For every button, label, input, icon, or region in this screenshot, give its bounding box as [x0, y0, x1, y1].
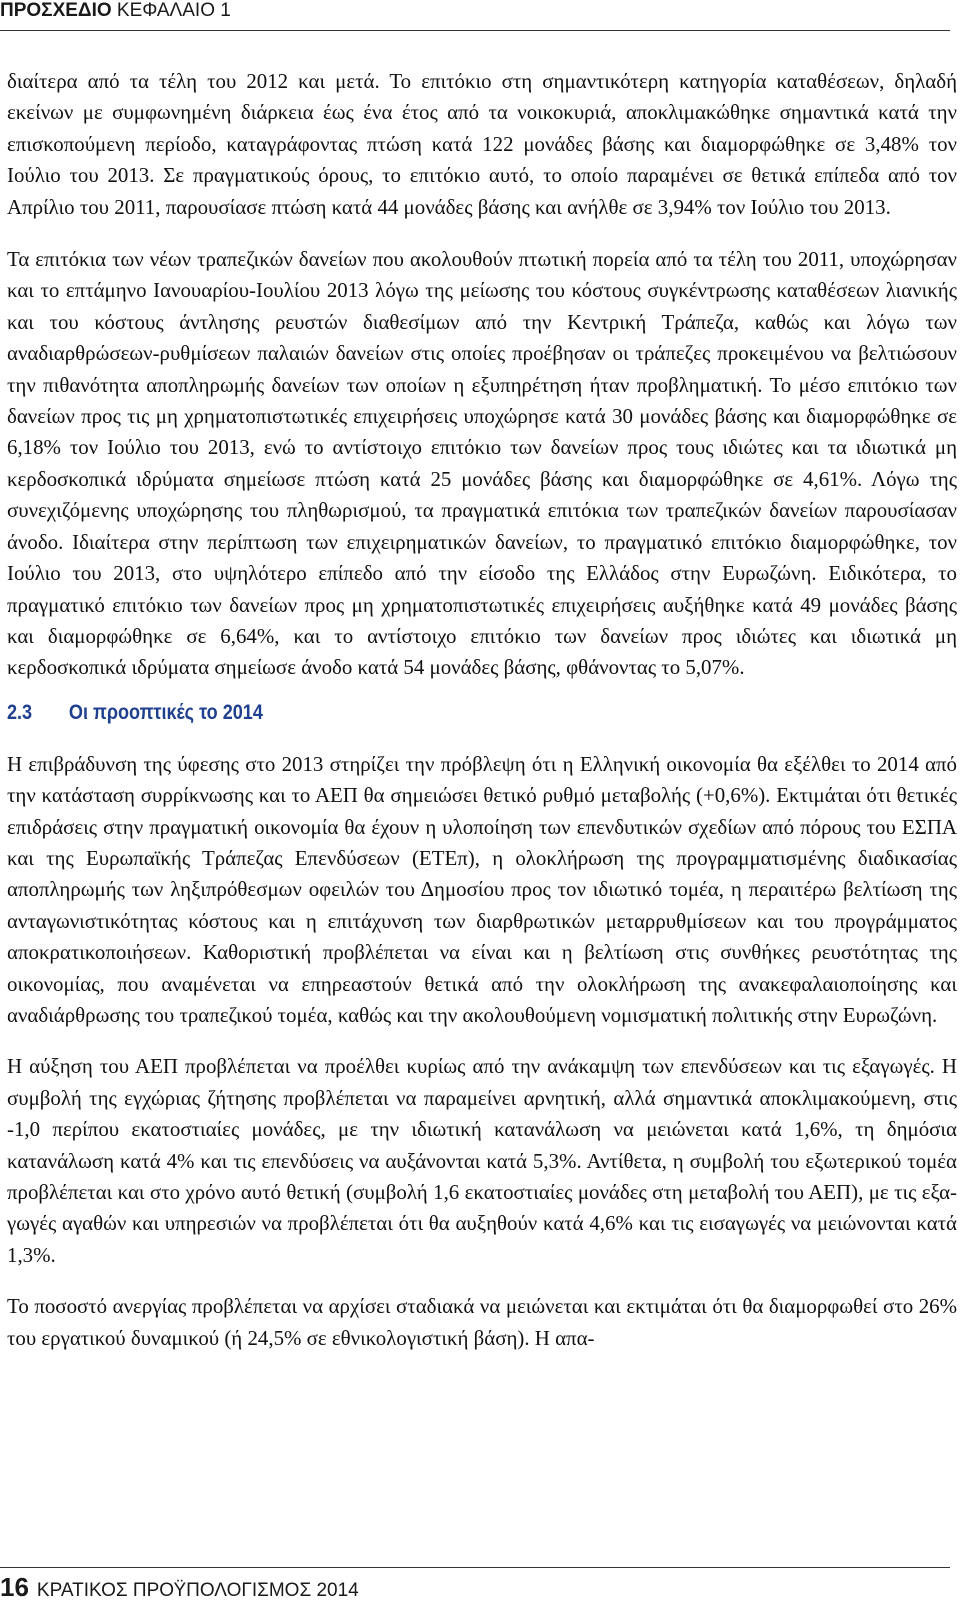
header-divider — [0, 30, 950, 31]
paragraph-gdp-growth: Η αύξηση του ΑΕΠ προβλέπεται να προέλθει κυρίως από την ανάκαμψη των επενδύσεων και τις εξαγωγές. Η συμβολή της εγχώριας ζήτησης προβλέπεται να παραμείνει αρνητική, αλλά σημαντικά αποκλιμακούμενη, στις -1,0 περίπου εκατοστιαίες μονάδες, με την ιδιωτική κατανάλωση να μειώνεται κατά 1,6%, τη δημόσια κατανάλωση κατά 4% και τις επενδύσεις να αυξάνονται κατά 5,3%. Αντίθετα, η συμβολή του εξωτερικού τομέα προβλέπεται και στο χρόνο αυτό θετική (συμβολή 1,6 εκατοστιαίες μονάδες στη μεταβολή του ΑΕΠ), με τις εξαγωγές αγαθών και υπηρεσιών να προβλέπεται ότι θα αυξηθούν κατά 4,6% και τις εισαγωγές να μειώνονται κατά 1,3%. — [7, 1054, 957, 1267]
paragraph-loan-rates: Τα επιτόκια των νέων τραπεζικών δανείων που ακολουθούν πτωτική πορεία από τα τέλη του 2011, υποχώρησαν και το επτάμηνο Ιανουαρίου-Ιουλίου 2013 λόγω της μείωσης του κόστους συγκέντρωσης καταθέσεων λιανικής και του κόστους άντλησης ρευστών διαθεσίμων από την Κεντρική Τράπεζα, καθώς και λόγω των αναδιαρθρώσεων-ρυθμίσεων παλαιών δανείων στις οποίες προέβησαν οι τράπεζες προκειμένου να βελτιώσουν την πιθανότητα αποπληρωμής δανείων των οποίων η εξυπηρέτηση ήταν προβληματική. Το μέσο επιτόκιο των δανείων προς τις μη χρηματοπιστωτικές επιχειρήσεις υποχώρησε κατά 30 μονάδες βάσης και διαμορφώθηκε σε 6,18% τον Ιούλιο του 2013, ενώ το αντίστοιχο επιτόκιο των δανείων προς τους ιδιώτες και τα ιδιωτικά μη κερδοσκοπικά ιδρύματα σημείωσε πτώση κατά 25 μονάδες βάσης και διαμορφώθηκε σε 4,61%. Λόγω της συνεχιζόμενης υποχώρησης του πληθωρισμού, τα πραγματικά επιτόκια των τραπεζικών δανείων παρουσίασαν άνοδο. Ιδιαίτερα στην περίπτωση των επιχειρηματικών δανείων, το πραγματικό επιτόκιο διαμορφώθηκε, τον Ιούλιο του 2013, στο υψηλότερο επίπεδο από την είσοδο της Ελλάδος στην Ευρωζώνη. Ειδικότερα, το πραγματικό επιτόκιο των δανείων προς μη χρηματοπιστωτικές επιχειρήσεις αυξήθηκε κατά 49 μονάδες βάσης και διαμορφώθηκε σε 6,64%, και το αντίστοιχο επιτόκιο των δανείων προς ιδιώτες και ιδιωτικά μη κερδοσκοπικά ιδρύματα σημείωσε άνοδο κατά 54 μονάδες βάσης, φθάνοντας το 5,07%. — [7, 247, 957, 680]
paragraph-unemployment: Το ποσοστό ανεργίας προβλέπεται να αρχίσει σταδιακά να μειώνεται και εκτιμάται ότι θα διαμορφωθεί στο 26% του εργατικού δυναμικού (ή 24,5% σε εθνικολογιστική βάση). Η απα- — [7, 1294, 957, 1350]
page-body — [7, 66, 957, 1354]
paragraph-outlook: Η επιβράδυνση της ύφεσης στο 2013 στηρίζει την πρόβλεψη ότι η Ελληνική οικονομία θα εξέλθει το 2014 από την κατάσταση συρρίκνωσης και το ΑΕΠ θα σημειώσει θετικό ρυθμό μεταβολής (+0,6%). Εκτιμάται ότι θετικές επιδράσεις στην πραγματική οικονομία θα έχουν η υλοποίηση των επενδυτικών σχεδίων από πόρους του ΕΣΠΑ και της Ευρωπαϊκής Τράπεζας Επενδύσεων (ΕΤΕπ), η ολοκλήρωση της προγραμματισμένης διαδικασίας αποπληρωμής των ληξιπρόθεσμων οφειλών του Δημοσίου προς τον ιδιωτικό τομέα, η περαιτέρω βελτίωση της ανταγωνιστικότητας κόστους και η επιτάχυνση των διαρθρωτικών μεταρρυθμίσεων και του προγράμματος αποκρατικοποιήσεων. Καθοριστική προβλέπεται να είναι και η βελτίωση στις συνθήκες ρευστότητας της οικονομίας, που αναμένεται να επηρεαστούν θετικά από την ολοκλήρωση της ανακεφαλαιοποίησης και αναδιάρθρωσης του τραπεζικού τομέα, καθώς και την ακολουθούμενη νομισματική πολιτικής στην Ευρωζώνη. — [7, 751, 957, 1027]
publication-title: ΚΡΑΤΙΚΟΣ ΠΡΟΫΠΟΛΟΓΙΣΜΟΣ 2014 — [36, 1580, 359, 1601]
running-header — [0, 0, 960, 32]
section-heading — [7, 698, 824, 728]
footer-divider — [0, 1567, 950, 1568]
section-title: Οι προοπτικές το 2014 — [68, 700, 263, 724]
chapter-label: ΚΕΦΑΛΑΙΟ 1 — [111, 0, 231, 21]
paragraph-deposit-rates: διαίτερα από τα τέλη του 2012 και μετά. Το επιτόκιο στη σημαντικότερη κατηγορία καταθέσεων, δηλαδή εκείνων με συμφωνημένη διάρκεια έως ένα έτος από τα νοικοκυριά, αποκλιμακώθηκε σημαντικά κατά την επισκοπούμενη περίοδο, καταγράφοντας πτώση κατά 122 μονάδες βάσης και διαμορφώθηκε σε 3,48% τον Ιούλιο του 2013. Σε πραγματικούς όρους, το επιτόκιο αυτό, το οποίο παραμένει σε θετικά επίπεδα από τον Απρίλιο του 2011, παρουσίασε πτώση κατά 44 μονάδες βάσης και ανήλθε σε 3,94% τον Ιούλιο του 2013. — [7, 69, 957, 219]
page-number: 16 — [0, 1572, 29, 1602]
page-footer — [0, 1572, 359, 1610]
section-number: 2.3 — [7, 700, 33, 724]
draft-label: ΠΡΟΣΧΕΔΙΟ — [0, 0, 112, 21]
